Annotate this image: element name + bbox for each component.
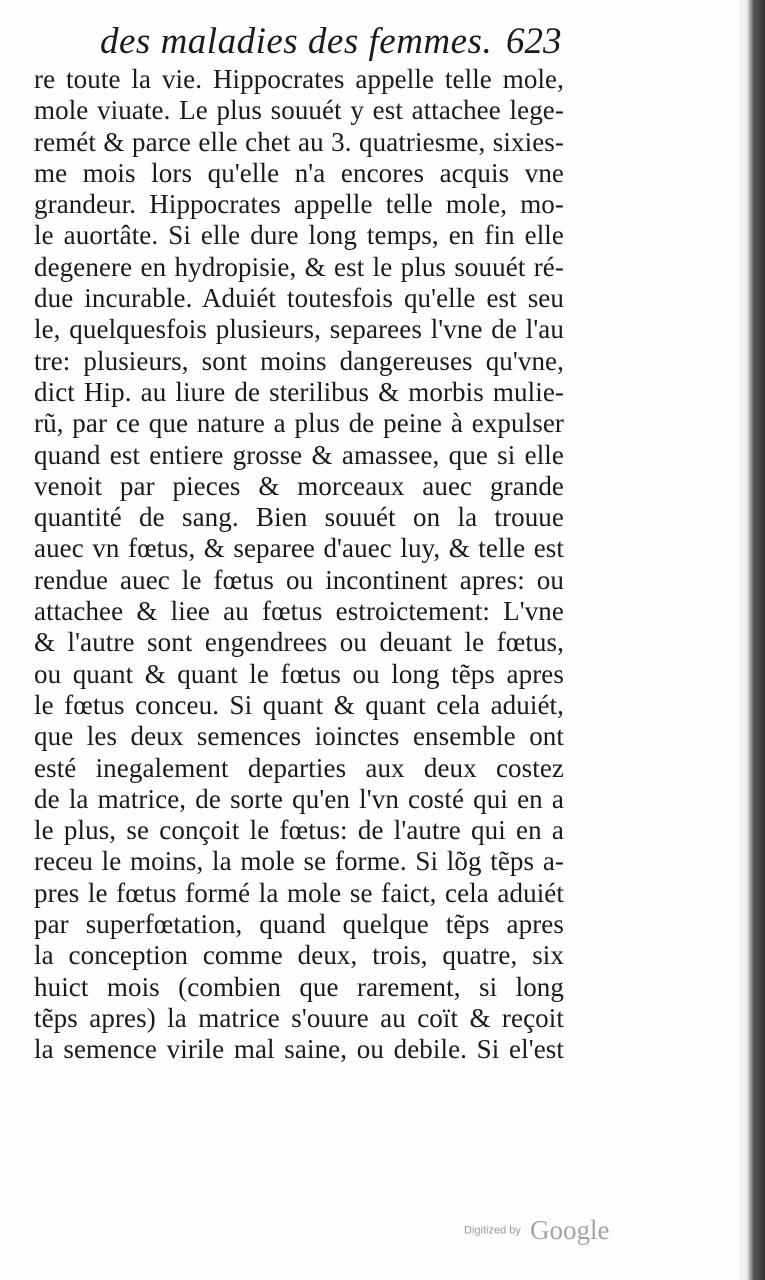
digitization-attribution (464, 1215, 609, 1255)
running-head (60, 20, 560, 64)
text-line: grandeur. Hippocrates appelle telle mole, mo- (34, 189, 564, 220)
text-line: le, quelquesfois plusieurs, separees l'vne de l'au (34, 314, 564, 345)
text-line: esté inegalement departies aux deux costez (34, 752, 564, 783)
text-line: le auortâte. Si elle dure long temps, en fin elle (34, 220, 564, 251)
page-number: 623 (506, 21, 562, 62)
text-line: pres le fœtus formé la mole se faict, cela aduiét (34, 877, 564, 908)
text-line: dict Hip. au liure de sterilibus & morbis mulie- (34, 376, 564, 407)
text-line: la conception comme deux, trois, quatre, six (34, 940, 564, 971)
text-line: tẽps apres) la matrice s'ouure au coït & reçoit (34, 1002, 564, 1033)
text-line: mole viuate. Le plus souuét y est attachee lege- (34, 95, 564, 126)
text-line: & l'autre sont engendrees ou deuant le fœtus, (34, 627, 564, 658)
text-line: rendue auec le fœtus ou incontinent apres: ou (34, 564, 564, 595)
body-text (34, 64, 564, 1066)
running-title: des maladies des femmes. (100, 21, 493, 62)
google-logo: Google (529, 1215, 610, 1245)
text-line: due incurable. Aduiét toutesfois qu'elle est seu (34, 283, 564, 314)
text-line: quand est entiere grosse & amassee, que si elle (34, 439, 564, 470)
attribution-prefix: Digitized by (464, 1224, 521, 1237)
binding-shadow (737, 0, 765, 1280)
text-line: remét & parce elle chet au 3. quatriesme, sixies- (34, 126, 564, 157)
text-line: re toute la vie. Hippocrates appelle telle mole, (34, 64, 564, 94)
text-line: degenere en hydropisie, & est le plus souuét ré- (34, 251, 564, 282)
text-line: attachee & liee au fœtus estroictement: L'vne (34, 596, 564, 627)
text-line: receu le moins, la mole se forme. Si lõg tẽps a- (34, 846, 564, 877)
text-line: la semence virile mal saine, ou debile. Si el'est (34, 1034, 564, 1065)
text-line: auec vn fœtus, & separee d'auec luy, & telle est (34, 533, 564, 564)
text-line: tre: plusieurs, sont moins dangereuses qu'vne, (34, 345, 564, 376)
text-line: venoit par pieces & morceaux auec grande (34, 470, 564, 501)
text-line: ou quant & quant le fœtus ou long tẽps apres (34, 658, 564, 689)
text-line: me mois lors qu'elle n'a encores acquis vne (34, 157, 564, 188)
text-line: huict mois (combien que rarement, si long (34, 971, 564, 1002)
text-line: que les deux semences ioinctes ensemble ont (34, 721, 564, 752)
text-line: de la matrice, de sorte qu'en l'vn costé qui en a (34, 783, 564, 814)
text-line: quantité de sang. Bien souuét on la trouue (34, 502, 564, 533)
text-line: le fœtus conceu. Si quant & quant cela aduiét, (34, 689, 564, 720)
text-line: par superfœtation, quand quelque tẽps apres (34, 909, 564, 940)
text-line: le plus, se conçoit le fœtus: de l'autre qui en a (34, 815, 564, 846)
text-line: rũ, par ce que nature a plus de peine à expulser (34, 408, 564, 439)
